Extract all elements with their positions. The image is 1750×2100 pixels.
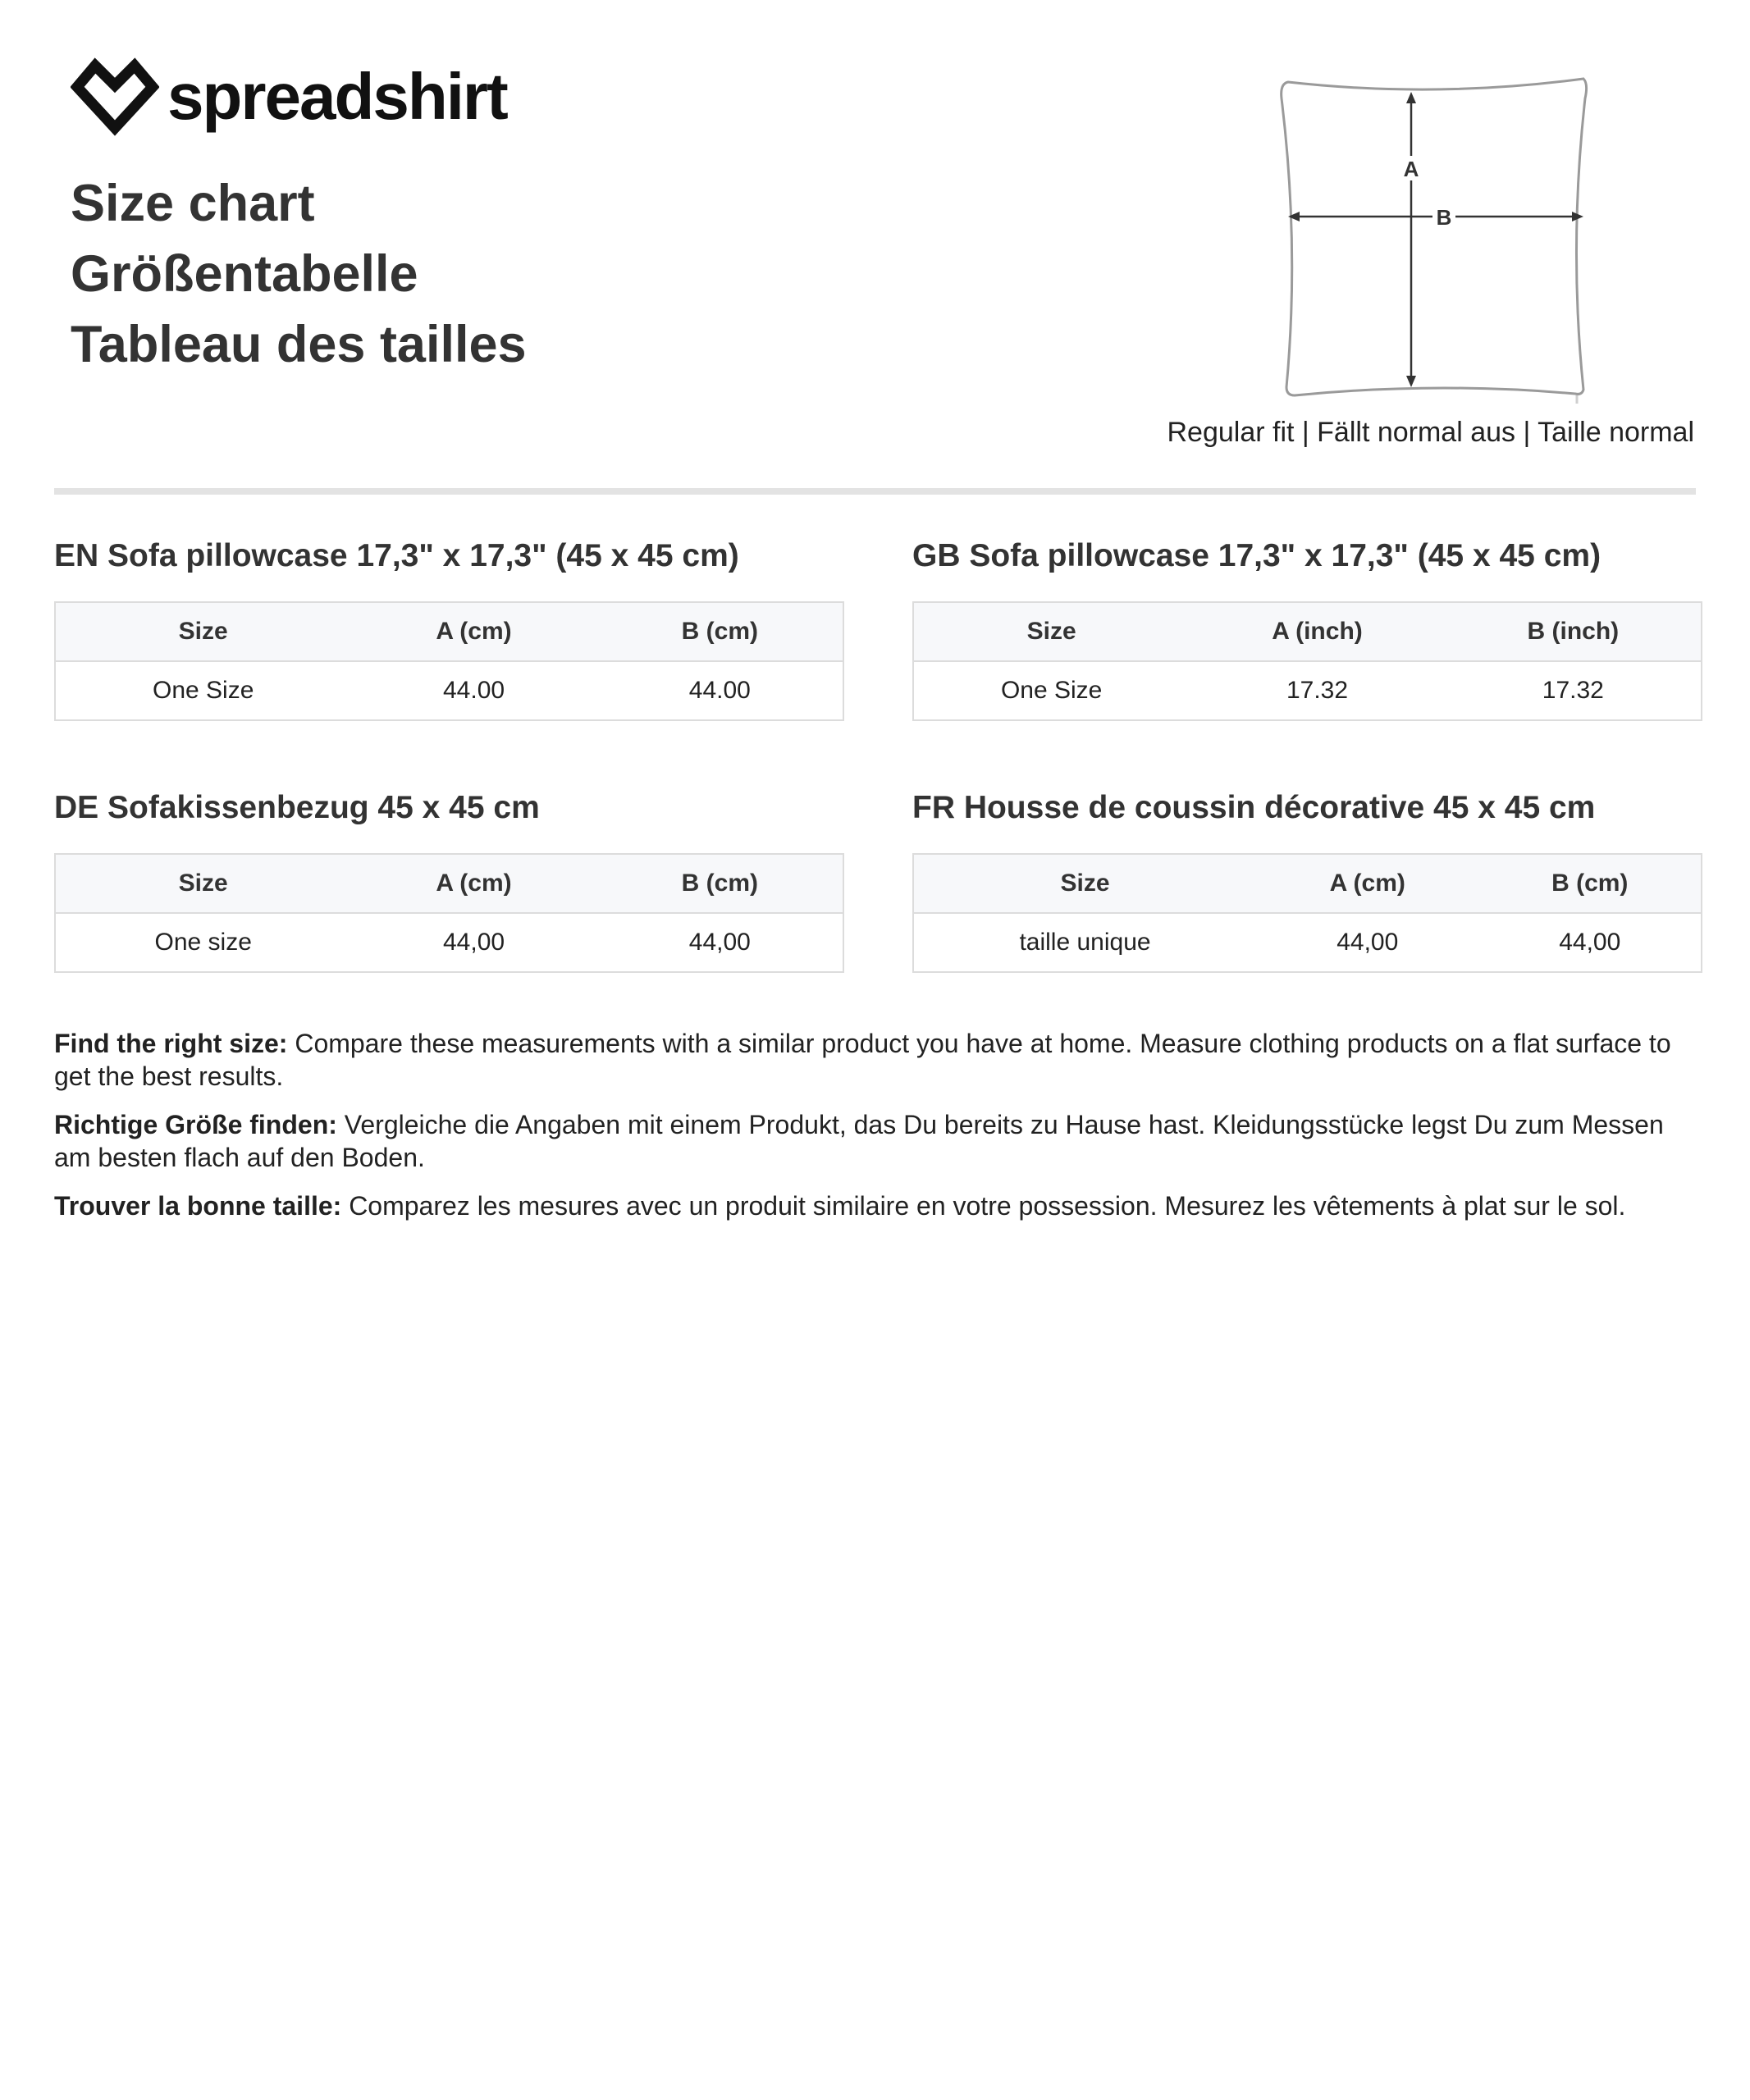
note-text: Compare these measurements with a similar product you have at home. Measure clothing products on a flat surface to get the best results. [54,1029,1671,1091]
note-fr [54,1189,1703,1222]
table-row [55,913,843,972]
header-b: B (cm) [1479,854,1702,913]
note-label: Richtige Größe finden: [54,1110,337,1139]
cell-b: 44.00 [597,661,843,720]
cell-a: 17.32 [1189,661,1445,720]
table-title-de: DE Sofakissenbezug 45 x 45 cm [54,790,540,825]
table-header-row [913,602,1702,661]
note-label: Trouver la bonne taille: [54,1191,342,1221]
size-table-gb [912,601,1702,721]
table-title-en: EN Sofa pillowcase 17,3" x 17,3" (45 x 45 cm) [54,538,739,573]
table-header-row [55,602,843,661]
section-fr [912,788,1702,973]
cell-b: 44,00 [1479,913,1702,972]
header-size: Size [913,602,1189,661]
section-de [54,788,844,973]
cell-size: One size [55,913,350,972]
pillow-outline [1282,79,1587,395]
divider [54,488,1696,495]
size-table-fr [912,853,1702,973]
heart-diamond-logo-icon [71,57,159,136]
brand-logo [71,57,507,136]
sizing-notes [54,1027,1703,1238]
table-row [55,661,843,720]
table-title-fr: FR Housse de coussin décorative 45 x 45 cm [912,790,1596,825]
note-de [54,1108,1703,1174]
table-header-row [55,854,843,913]
title-fr: Tableau des tailles [71,316,527,373]
header-b: B (cm) [597,854,843,913]
header-size: Size [55,602,350,661]
table-header-row [913,854,1702,913]
title-de: Größentabelle [71,245,418,303]
brand-name: spreadshirt [167,60,507,133]
header-size: Size [913,854,1256,913]
header-a: A (cm) [350,602,596,661]
cell-b: 17.32 [1446,661,1702,720]
cell-a: 44.00 [350,661,596,720]
cell-a: 44,00 [350,913,596,972]
header-a: A (cm) [350,854,596,913]
pillow-measurement-diagram [1263,74,1608,410]
size-table-de [54,853,844,973]
cell-size: One Size [55,661,350,720]
section-gb [912,536,1702,721]
note-text: Vergleiche die Angaben mit einem Produkt, das Du bereits zu Hause hast. Kleidungsstücke legst Du zum Messen am besten flach auf den Boden. [54,1110,1664,1172]
header-size: Size [55,854,350,913]
label-a: A [1403,157,1419,181]
section-en [54,536,844,721]
cell-size: taille unique [913,913,1256,972]
header-a: A (inch) [1189,602,1445,661]
cell-size: One Size [913,661,1189,720]
header-b: B (inch) [1446,602,1702,661]
label-b: B [1436,205,1452,230]
note-en [54,1027,1703,1093]
note-text: Comparez les mesures avec un produit similaire en votre possession. Mesurez les vêtements à plat sur le sol. [341,1191,1626,1221]
size-table-en [54,601,844,721]
table-title-gb: GB Sofa pillowcase 17,3" x 17,3" (45 x 45 cm) [912,538,1602,573]
header-a: A (cm) [1256,854,1478,913]
title-en: Size chart [71,175,315,232]
cell-b: 44,00 [597,913,843,972]
fit-description: Regular fit | Fällt normal aus | Taille normal [1167,417,1694,448]
cell-a: 44,00 [1256,913,1478,972]
page-titles [71,168,527,380]
note-label: Find the right size: [54,1029,288,1058]
header-b: B (cm) [597,602,843,661]
table-row [913,913,1702,972]
table-row [913,661,1702,720]
